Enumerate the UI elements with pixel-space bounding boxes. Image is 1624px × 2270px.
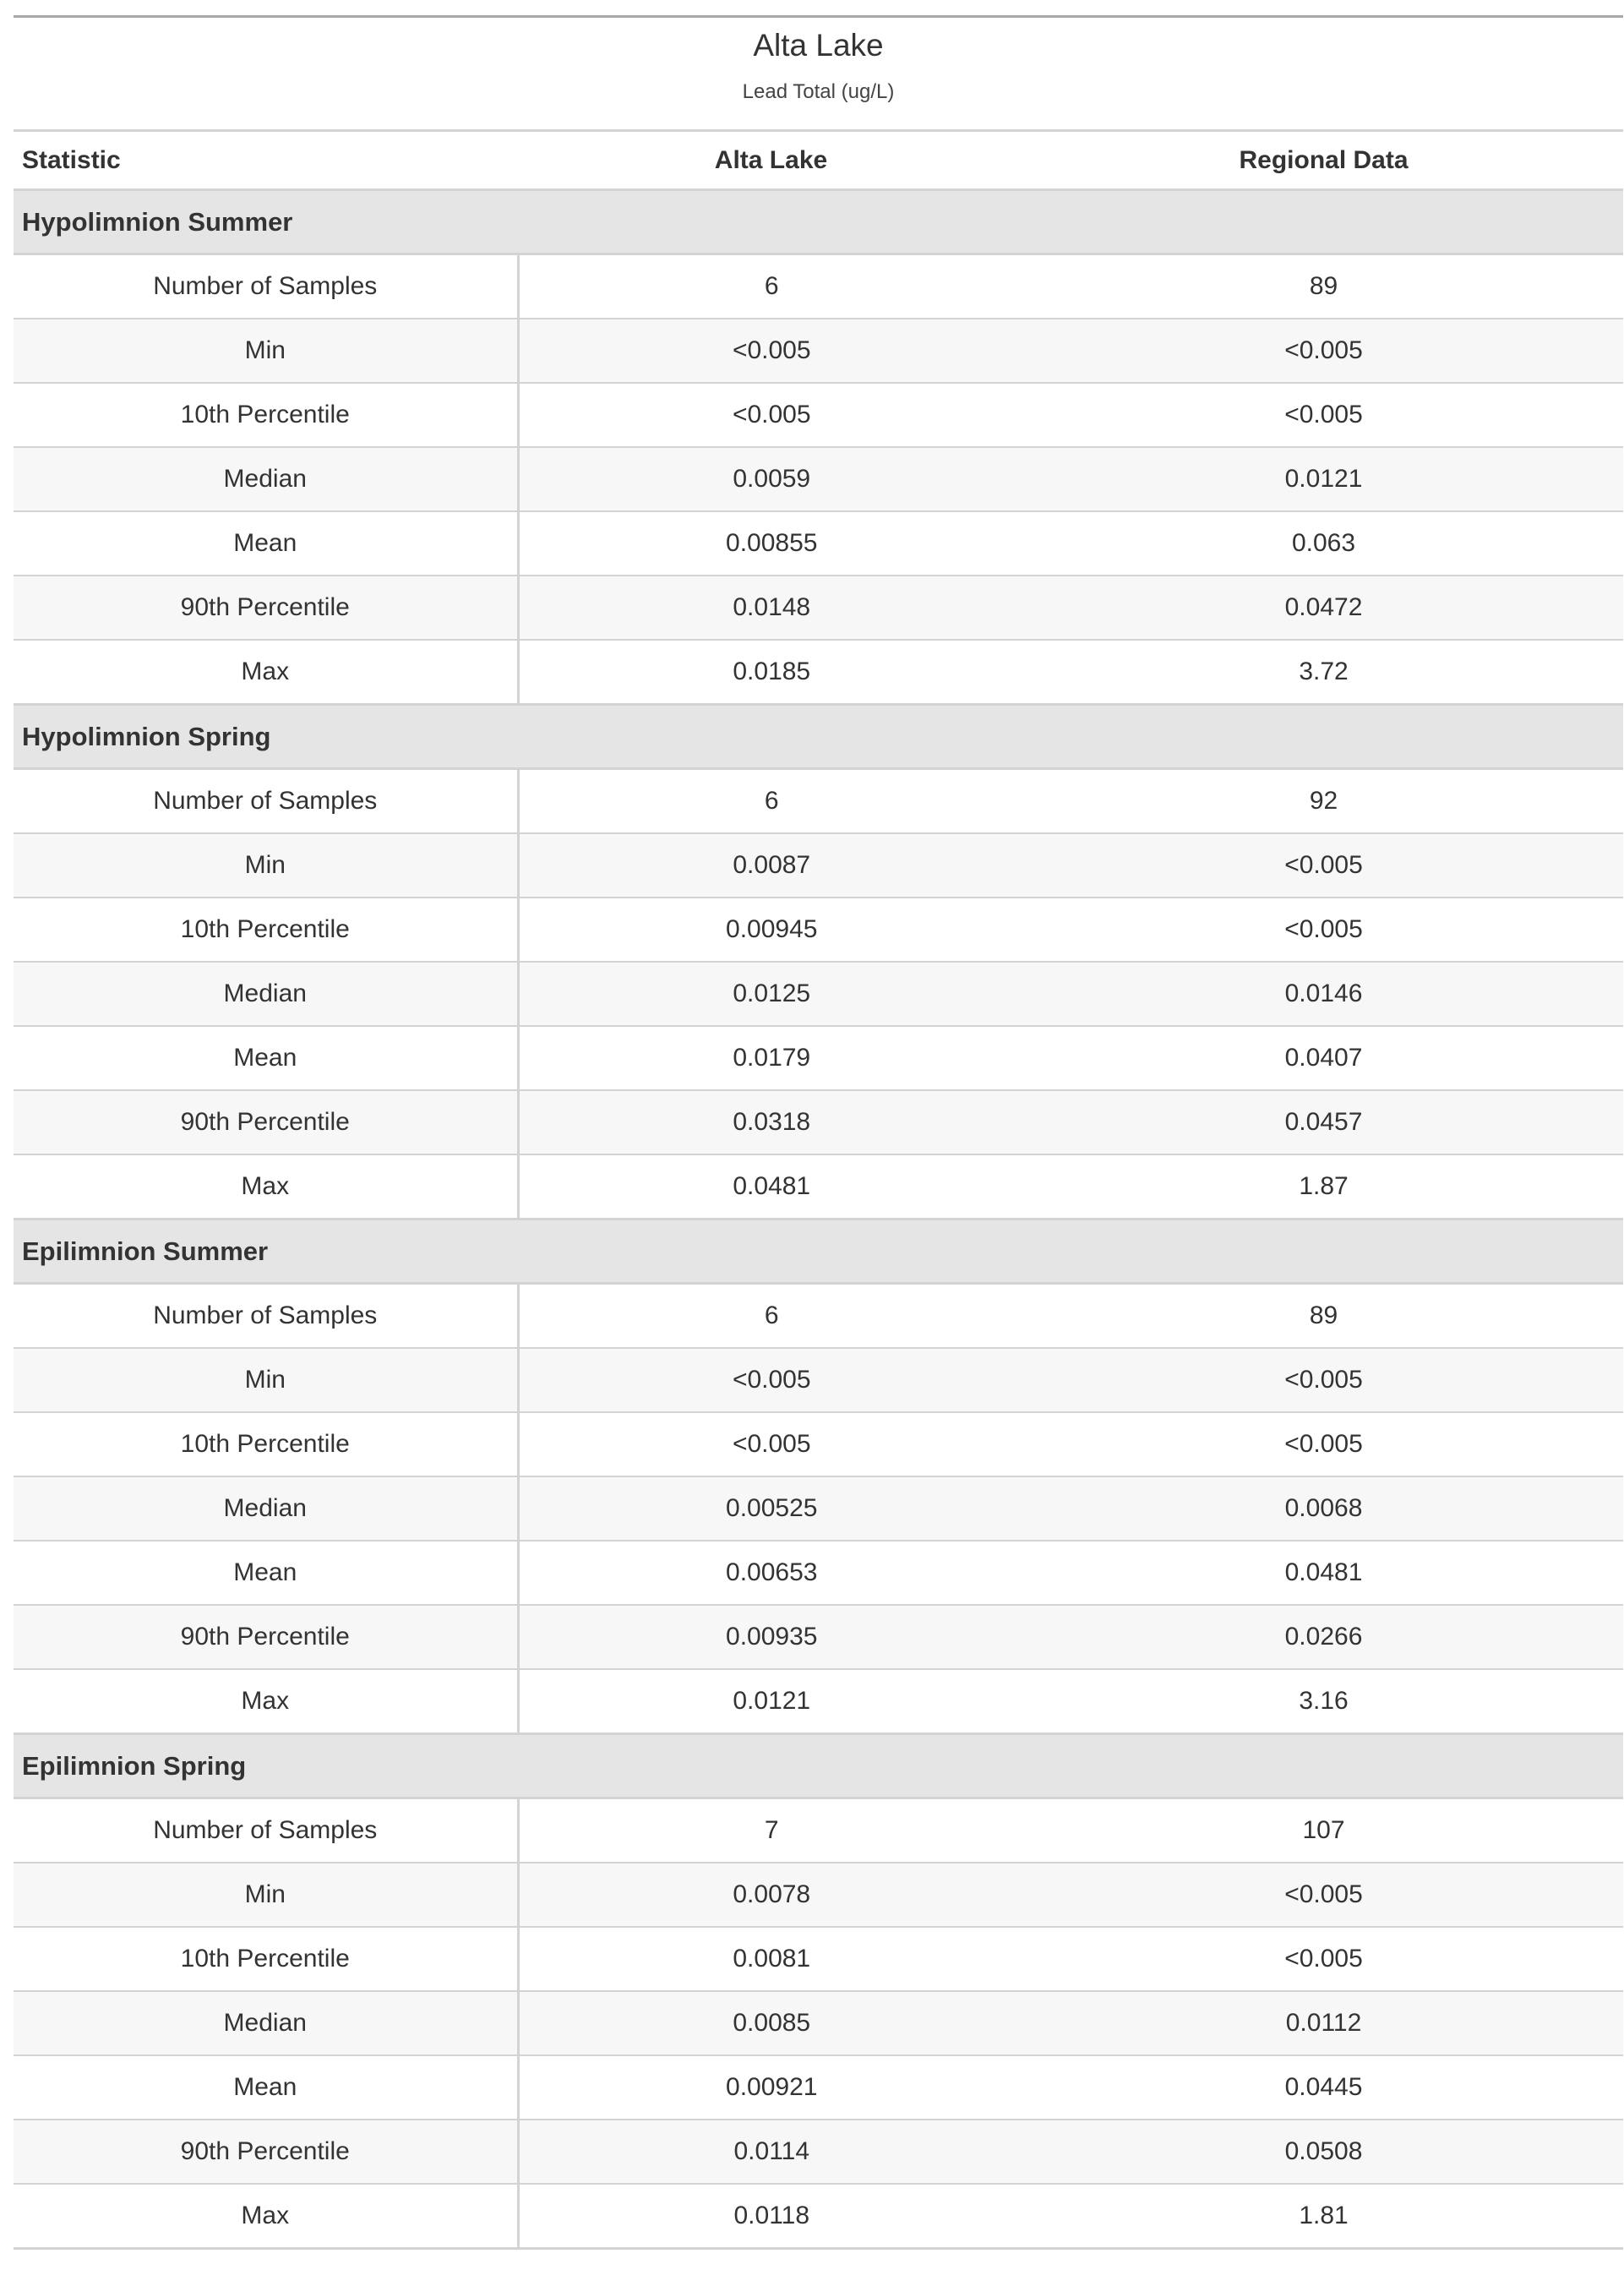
- column-header-alta-lake: Alta Lake: [518, 131, 1024, 190]
- regional-data-value: 0.0472: [1024, 576, 1623, 640]
- alta-lake-value: 0.0318: [518, 1090, 1024, 1154]
- alta-lake-value: 0.0059: [518, 447, 1024, 511]
- stat-cell: 10th Percentile: [14, 1412, 518, 1476]
- table-header: [14, 17, 1623, 190]
- table-row: [14, 1026, 1623, 1090]
- regional-data-value: <0.005: [1024, 898, 1623, 962]
- group-row: [14, 705, 1623, 769]
- table-row: [14, 1348, 1623, 1412]
- table-row: [14, 640, 1623, 705]
- table-row: [14, 2184, 1623, 2249]
- stat-cell: Min: [14, 1348, 518, 1412]
- stat-cell: Max: [14, 640, 518, 705]
- statistics-table: [14, 15, 1623, 2250]
- stat-cell: Min: [14, 1863, 518, 1927]
- alta-lake-value: 0.0118: [518, 2184, 1024, 2249]
- group-row: [14, 1734, 1623, 1798]
- table-row: [14, 1798, 1623, 1863]
- stat-cell: Number of Samples: [14, 254, 518, 319]
- regional-data-value: 92: [1024, 769, 1623, 834]
- alta-lake-value: 6: [518, 254, 1024, 319]
- regional-data-value: 0.0121: [1024, 447, 1623, 511]
- stat-cell: Max: [14, 1669, 518, 1734]
- table-row: [14, 1412, 1623, 1476]
- stat-cell: Min: [14, 319, 518, 383]
- group-row: [14, 190, 1623, 254]
- table-row: [14, 511, 1623, 576]
- regional-data-value: <0.005: [1024, 1412, 1623, 1476]
- group-label: Epilimnion Spring: [14, 1734, 1623, 1798]
- table-row: [14, 383, 1623, 447]
- table-row: [14, 1284, 1623, 1349]
- column-header-statistic: Statistic: [14, 131, 518, 190]
- regional-data-value: <0.005: [1024, 383, 1623, 447]
- stat-cell: Number of Samples: [14, 769, 518, 834]
- regional-data-value: 0.063: [1024, 511, 1623, 576]
- regional-data-value: 0.0146: [1024, 962, 1623, 1026]
- table-subtitle-cell: [14, 63, 1623, 131]
- table-row: [14, 1669, 1623, 1734]
- table-row: [14, 1090, 1623, 1154]
- regional-data-value: 0.0068: [1024, 1476, 1623, 1541]
- stat-cell: Median: [14, 447, 518, 511]
- alta-lake-value: 0.00653: [518, 1541, 1024, 1605]
- stat-cell: 90th Percentile: [14, 1605, 518, 1669]
- table-row: [14, 2055, 1623, 2120]
- table-title-cell: [14, 17, 1623, 64]
- alta-lake-value: <0.005: [518, 319, 1024, 383]
- alta-lake-value: 0.0481: [518, 1154, 1024, 1220]
- regional-data-value: 89: [1024, 254, 1623, 319]
- stat-cell: Median: [14, 1991, 518, 2055]
- table-body: [14, 190, 1623, 2249]
- alta-lake-value: <0.005: [518, 1348, 1024, 1412]
- regional-data-value: <0.005: [1024, 1927, 1623, 1991]
- table-row: [14, 1863, 1623, 1927]
- alta-lake-value: 0.0085: [518, 1991, 1024, 2055]
- alta-lake-value: 0.0078: [518, 1863, 1024, 1927]
- stat-cell: 90th Percentile: [14, 576, 518, 640]
- stat-cell: Median: [14, 962, 518, 1026]
- stat-cell: 90th Percentile: [14, 2120, 518, 2184]
- regional-data-value: <0.005: [1024, 319, 1623, 383]
- group-label: Hypolimnion Summer: [14, 190, 1623, 254]
- table-row: [14, 2120, 1623, 2184]
- stat-cell: Mean: [14, 1026, 518, 1090]
- alta-lake-value: 0.0114: [518, 2120, 1024, 2184]
- regional-data-value: 0.0266: [1024, 1605, 1623, 1669]
- alta-lake-value: 0.0125: [518, 962, 1024, 1026]
- stat-cell: Max: [14, 2184, 518, 2249]
- table-row: [14, 769, 1623, 834]
- regional-data-value: <0.005: [1024, 1348, 1623, 1412]
- regional-data-value: 0.0112: [1024, 1991, 1623, 2055]
- regional-data-value: 0.0457: [1024, 1090, 1623, 1154]
- table-row: [14, 1927, 1623, 1991]
- alta-lake-value: 0.0148: [518, 576, 1024, 640]
- table-row: [14, 898, 1623, 962]
- regional-data-value: 1.81: [1024, 2184, 1623, 2249]
- subtitle-row: [14, 63, 1623, 131]
- stat-cell: Mean: [14, 1541, 518, 1605]
- stat-cell: 10th Percentile: [14, 383, 518, 447]
- stat-cell: 10th Percentile: [14, 898, 518, 962]
- alta-lake-value: 0.00945: [518, 898, 1024, 962]
- alta-lake-value: 6: [518, 769, 1024, 834]
- regional-data-value: 0.0407: [1024, 1026, 1623, 1090]
- alta-lake-value: 0.00855: [518, 511, 1024, 576]
- regional-data-value: <0.005: [1024, 833, 1623, 898]
- table-row: [14, 447, 1623, 511]
- stat-cell: Mean: [14, 2055, 518, 2120]
- table-row: [14, 254, 1623, 319]
- alta-lake-value: 0.00935: [518, 1605, 1024, 1669]
- table-title: Alta Lake: [753, 28, 884, 63]
- alta-lake-value: <0.005: [518, 1412, 1024, 1476]
- title-row: [14, 17, 1623, 64]
- group-label: Epilimnion Summer: [14, 1220, 1623, 1284]
- regional-data-value: 0.0445: [1024, 2055, 1623, 2120]
- table-row: [14, 1154, 1623, 1220]
- table-row: [14, 1476, 1623, 1541]
- regional-data-value: 3.72: [1024, 640, 1623, 705]
- group-row: [14, 1220, 1623, 1284]
- regional-data-value: <0.005: [1024, 1863, 1623, 1927]
- regional-data-value: 0.0481: [1024, 1541, 1623, 1605]
- table-row: [14, 962, 1623, 1026]
- table-row: [14, 319, 1623, 383]
- table-subtitle: Lead Total (ug/L): [742, 80, 895, 103]
- table-row: [14, 833, 1623, 898]
- regional-data-value: 1.87: [1024, 1154, 1623, 1220]
- alta-lake-value: <0.005: [518, 383, 1024, 447]
- alta-lake-value: 0.0087: [518, 833, 1024, 898]
- column-header-row: [14, 131, 1623, 190]
- table-row: [14, 1605, 1623, 1669]
- stat-cell: Min: [14, 833, 518, 898]
- group-label: Hypolimnion Spring: [14, 705, 1623, 769]
- stat-cell: Number of Samples: [14, 1284, 518, 1349]
- table-row: [14, 1541, 1623, 1605]
- alta-lake-value: 0.00921: [518, 2055, 1024, 2120]
- table-row: [14, 1991, 1623, 2055]
- table-row: [14, 576, 1623, 640]
- alta-lake-value: 7: [518, 1798, 1024, 1863]
- stat-cell: 90th Percentile: [14, 1090, 518, 1154]
- alta-lake-value: 0.0185: [518, 640, 1024, 705]
- alta-lake-value: 0.0179: [518, 1026, 1024, 1090]
- regional-data-value: 89: [1024, 1284, 1623, 1349]
- stat-cell: 10th Percentile: [14, 1927, 518, 1991]
- alta-lake-value: 0.0081: [518, 1927, 1024, 1991]
- stat-cell: Number of Samples: [14, 1798, 518, 1863]
- alta-lake-value: 0.0121: [518, 1669, 1024, 1734]
- alta-lake-value: 6: [518, 1284, 1024, 1349]
- regional-data-value: 107: [1024, 1798, 1623, 1863]
- stat-cell: Max: [14, 1154, 518, 1220]
- stat-cell: Mean: [14, 511, 518, 576]
- regional-data-value: 0.0508: [1024, 2120, 1623, 2184]
- regional-data-value: 3.16: [1024, 1669, 1623, 1734]
- column-header-regional-data: Regional Data: [1024, 131, 1623, 190]
- stat-cell: Median: [14, 1476, 518, 1541]
- alta-lake-value: 0.00525: [518, 1476, 1024, 1541]
